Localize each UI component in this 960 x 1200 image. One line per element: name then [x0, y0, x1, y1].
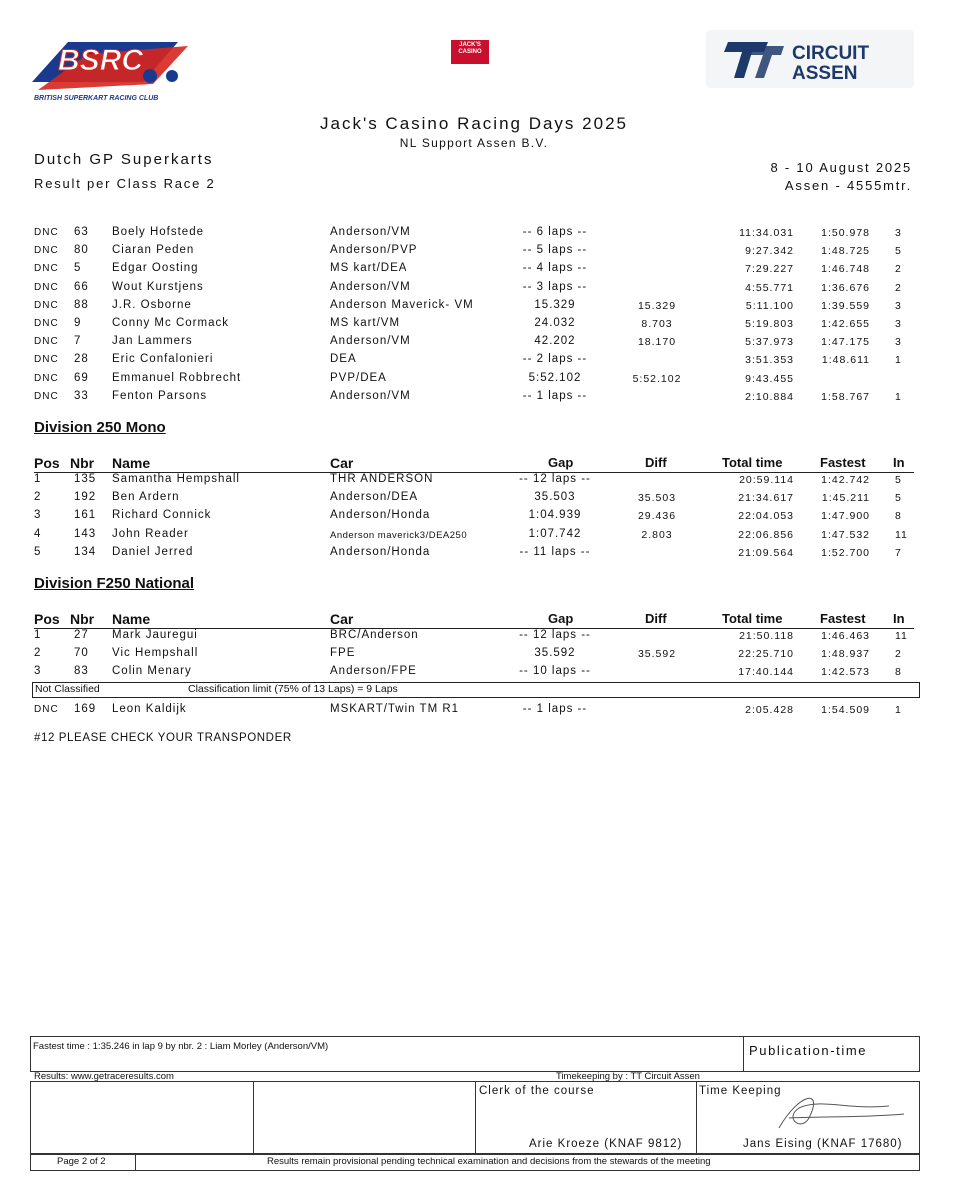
cell-gap: 35.503 — [534, 491, 576, 504]
table-row — [0, 629, 960, 647]
cell-gap: 35.592 — [534, 647, 576, 660]
cell-fastest: 1:54.509 — [821, 704, 870, 716]
cell-in: 2 — [895, 281, 902, 294]
cell-fastest: 1:42.742 — [821, 474, 870, 486]
cell-gap: 42.202 — [534, 335, 576, 348]
cell-fastest: 1:47.900 — [821, 510, 870, 523]
results-url: Results: www.getraceresults.com — [34, 1071, 174, 1082]
cell-name: Mark Jauregui — [112, 629, 198, 641]
cell-in: 3 — [895, 336, 902, 349]
column-header-row — [0, 611, 960, 629]
col-nbr: Nbr — [70, 611, 95, 627]
page-number: Page 2 of 2 — [57, 1156, 106, 1167]
cell-name: John Reader — [112, 527, 189, 540]
svg-text:CIRCUIT: CIRCUIT — [792, 43, 870, 64]
cell-in: 11 — [895, 528, 908, 541]
clerk-name: Arie Kroeze (KNAF 9812) — [529, 1138, 683, 1150]
cell-gap: 5:52.102 — [528, 371, 582, 384]
cell-diff: 8.703 — [641, 318, 673, 330]
cell-pos: DNC — [34, 281, 59, 293]
cell-in: 1 — [895, 390, 902, 403]
cell-car: Anderson maverick3/DEA250 — [330, 529, 468, 541]
divider — [743, 1037, 744, 1071]
cell-pos: 1 — [34, 629, 42, 641]
svg-text:BSRC: BSRC — [58, 44, 144, 77]
cell-car: THR ANDERSON — [330, 473, 434, 485]
cell-name: Colin Menary — [112, 665, 192, 678]
cell-in: 3 — [895, 318, 902, 330]
cell-nbr: 66 — [74, 280, 89, 293]
signature-box — [30, 1081, 920, 1155]
cell-car: Anderson/Honda — [330, 509, 431, 522]
fastest-time-box — [30, 1036, 920, 1072]
cell-car: Anderson/Honda — [330, 545, 431, 558]
col-pos: Pos — [34, 455, 60, 471]
cell-total: 4:55.771 — [745, 281, 794, 294]
bsrc-logo — [28, 32, 198, 104]
jacks-casino-logo: JACK'S CASINO — [451, 40, 489, 64]
cell-fastest: 1:58.767 — [821, 390, 870, 403]
cell-gap: 1:07.742 — [528, 527, 582, 540]
publication-time: Publication-time — [749, 1043, 868, 1058]
cell-total: 3:51.353 — [745, 354, 794, 367]
cell-pos: DNC — [34, 299, 59, 311]
col-total: Total time — [722, 611, 783, 626]
disclaimer: Results remain provisional pending technical examination and decisions from the stewards of the meeting — [267, 1156, 711, 1167]
cell-total: 20:59.114 — [739, 474, 794, 486]
cell-nbr: 28 — [74, 353, 89, 366]
cell-car: BRC/Anderson — [330, 629, 419, 641]
cell-pos: DNC — [34, 704, 59, 715]
cell-car: PVP/DEA — [330, 371, 387, 384]
cell-total: 9:27.342 — [745, 245, 794, 258]
cell-gap: -- 4 laps -- — [522, 262, 588, 275]
cell-nbr: 80 — [74, 244, 89, 257]
cell-in: 5 — [895, 474, 902, 486]
col-fastest: Fastest — [820, 611, 866, 626]
cell-nbr: 70 — [74, 647, 89, 660]
cell-pos: DNC — [34, 227, 59, 238]
table-row — [0, 473, 960, 491]
cell-total: 21:50.118 — [739, 630, 794, 642]
cell-total: 5:37.973 — [745, 336, 794, 349]
cell-pos: 2 — [34, 491, 42, 504]
col-pos: Pos — [34, 611, 60, 627]
cell-car: Anderson/VM — [330, 280, 411, 293]
cell-nbr: 161 — [74, 509, 97, 522]
col-in: In — [893, 455, 905, 470]
cell-total: 5:19.803 — [745, 318, 794, 330]
timekeeping-label: Time Keeping — [699, 1085, 782, 1097]
cell-diff: 18.170 — [637, 336, 677, 349]
table-row — [0, 353, 960, 371]
cell-nbr: 7 — [74, 335, 82, 348]
cell-car: FPE — [330, 647, 356, 660]
clerk-label: Clerk of the course — [479, 1085, 595, 1097]
event-dates: 8 - 10 August 2025 — [770, 160, 912, 175]
cell-fastest: 1:36.676 — [821, 281, 870, 294]
cell-pos: 3 — [34, 665, 42, 678]
cell-fastest: 1:52.700 — [821, 546, 870, 559]
table-row — [0, 226, 960, 244]
cell-total: 22:25.710 — [738, 648, 794, 661]
divider — [253, 1082, 254, 1154]
cell-pos: DNC — [34, 318, 59, 329]
col-gap: Gap — [548, 611, 574, 626]
cell-total: 22:06.856 — [738, 528, 794, 541]
cell-gap: 24.032 — [534, 317, 576, 329]
table-row — [0, 281, 960, 299]
cell-name: Emmanuel Robbrecht — [112, 371, 242, 384]
cell-pos: DNC — [34, 390, 59, 402]
cell-name: Edgar Oosting — [112, 262, 199, 275]
cell-name: Eric Confalonieri — [112, 353, 214, 366]
cell-total: 2:10.884 — [745, 390, 794, 403]
col-car: Car — [330, 455, 354, 471]
cell-nbr: 69 — [74, 371, 89, 384]
cell-nbr: 192 — [74, 491, 97, 504]
cell-diff: 15.329 — [637, 299, 677, 312]
cell-name: Wout Kurstjens — [112, 280, 204, 293]
cell-gap: -- 10 laps -- — [519, 665, 591, 678]
col-nbr: Nbr — [70, 455, 95, 471]
divider — [475, 1082, 476, 1154]
cell-name: Jan Lammers — [112, 335, 193, 348]
cell-in: 3 — [895, 227, 902, 239]
cell-nbr: 134 — [74, 545, 97, 558]
table-row — [0, 703, 960, 721]
svg-text:ASSEN: ASSEN — [792, 63, 858, 84]
table-row — [0, 335, 960, 353]
table-row — [0, 546, 960, 564]
cell-total: 22:04.053 — [738, 510, 794, 523]
cell-name: Leon Kaldijk — [112, 703, 187, 715]
cell-nbr: 33 — [74, 389, 89, 402]
cell-fastest: 1:47.175 — [821, 336, 870, 349]
timekeeping-by: Timekeeping by : TT Circuit Assen — [556, 1071, 700, 1082]
cell-gap: -- 11 laps -- — [519, 545, 591, 558]
cell-diff: 2.803 — [641, 528, 673, 541]
cell-gap: 1:04.939 — [528, 509, 582, 522]
cell-gap: -- 1 laps -- — [522, 389, 588, 402]
cell-car: DEA — [330, 353, 357, 366]
table-row — [0, 528, 960, 546]
not-classified-label: Not Classified — [35, 683, 100, 695]
division-title: Division F250 National — [34, 575, 195, 592]
cell-car: Anderson/DEA — [330, 491, 419, 504]
table-row — [0, 647, 960, 665]
table-row — [0, 491, 960, 509]
cell-name: J.R. Osborne — [112, 298, 192, 311]
result-subtitle: Result per Class Race 2 — [34, 176, 216, 191]
cell-gap: -- 2 laps -- — [522, 353, 588, 366]
divider — [696, 1082, 697, 1154]
col-total: Total time — [722, 455, 783, 470]
cell-gap: -- 6 laps -- — [522, 226, 588, 238]
classification-limit: Classification limit (75% of 13 Laps) = 9 Laps — [188, 683, 398, 695]
cell-in: 2 — [895, 648, 902, 661]
table-row — [0, 509, 960, 527]
cell-car: Anderson/VM — [330, 389, 411, 402]
event-title: Jack's Casino Racing Days 2025 — [320, 114, 628, 133]
cell-in: 8 — [895, 510, 902, 523]
cell-fastest: 1:50.978 — [821, 227, 870, 239]
timekeeper-signature — [739, 1088, 909, 1134]
col-name: Name — [112, 611, 151, 627]
table-row — [0, 372, 960, 390]
cell-fastest: 1:48.937 — [821, 648, 870, 661]
cell-car: MS kart/DEA — [330, 262, 408, 275]
cell-total: 5:11.100 — [745, 299, 794, 312]
cell-name: Vic Hempshall — [112, 647, 199, 660]
cell-gap: -- 5 laps -- — [522, 244, 588, 257]
cell-fastest: 1:42.573 — [821, 666, 870, 679]
cell-pos: 2 — [34, 647, 42, 660]
cell-in: 8 — [895, 666, 902, 679]
cell-in: 3 — [895, 299, 902, 312]
cell-diff: 29.436 — [637, 510, 677, 523]
cell-fastest: 1:39.559 — [821, 299, 870, 312]
cell-car: Anderson/VM — [330, 226, 411, 238]
cell-total: 11:34.031 — [739, 227, 794, 239]
cell-total: 21:09.564 — [738, 546, 794, 559]
cell-fastest: 1:48.611 — [821, 354, 870, 367]
cell-gap: -- 12 laps -- — [519, 473, 591, 485]
table-row — [0, 244, 960, 262]
fastest-time: Fastest time : 1:35.246 in lap 9 by nbr. 2 : Liam Morley (Anderson/VM) — [33, 1041, 329, 1052]
col-gap: Gap — [548, 455, 574, 470]
division-title: Division 250 Mono — [34, 419, 166, 436]
cell-pos: DNC — [34, 263, 59, 275]
cell-in: 7 — [895, 546, 902, 559]
cell-car: Anderson/PVP — [330, 244, 418, 257]
column-header-row — [0, 455, 960, 473]
table-row — [0, 665, 960, 683]
event-name: Dutch GP Superkarts — [34, 151, 214, 168]
cell-pos: 1 — [34, 473, 42, 485]
cell-in: 1 — [895, 704, 902, 716]
divider — [135, 1154, 136, 1170]
col-car: Car — [330, 611, 354, 627]
cell-pos: DNC — [34, 245, 59, 257]
table-row — [0, 299, 960, 317]
col-name: Name — [112, 455, 151, 471]
cell-fastest: 1:48.725 — [821, 245, 870, 258]
cell-gap: -- 1 laps -- — [522, 703, 588, 715]
cell-pos: 5 — [34, 545, 42, 558]
cell-diff: 35.592 — [637, 648, 677, 661]
cell-pos: 3 — [34, 509, 42, 522]
col-in: In — [893, 611, 905, 626]
cell-name: Richard Connick — [112, 509, 212, 522]
cell-in: 1 — [895, 354, 902, 367]
cell-gap: 15.329 — [534, 298, 576, 311]
cell-in: 5 — [895, 245, 902, 258]
cell-nbr: 169 — [74, 703, 97, 715]
cell-diff: 35.503 — [637, 492, 677, 505]
transponder-note: #12 PLEASE CHECK YOUR TRANSPONDER — [34, 732, 292, 744]
cell-pos: DNC — [34, 336, 59, 348]
page-footer — [30, 1153, 920, 1171]
tt-circuit-assen-logo — [706, 30, 914, 88]
cell-total: 7:29.227 — [745, 263, 794, 276]
cell-car: Anderson/FPE — [330, 665, 417, 678]
cell-total: 17:40.144 — [738, 666, 794, 679]
cell-in: 11 — [895, 630, 908, 642]
cell-total: 9:43.455 — [745, 372, 794, 385]
cell-fastest: 1:45.211 — [821, 492, 870, 505]
svg-text:BRITISH SUPERKART RACING CLUB: BRITISH SUPERKART RACING CLUB — [34, 95, 159, 102]
cell-fastest: 1:47.532 — [821, 528, 870, 541]
col-diff: Diff — [645, 455, 667, 470]
cell-name: Boely Hofstede — [112, 226, 204, 238]
col-diff: Diff — [645, 611, 667, 626]
cell-car: MSKART/Twin TM R1 — [330, 703, 460, 715]
not-classified-bar — [32, 682, 920, 698]
cell-fastest: 1:46.463 — [821, 630, 870, 642]
cell-nbr: 88 — [74, 298, 89, 311]
table-row — [0, 262, 960, 280]
cell-in: 5 — [895, 492, 902, 505]
cell-name: Samantha Hempshall — [112, 473, 240, 485]
cell-name: Ciaran Peden — [112, 244, 195, 257]
cell-gap: -- 3 laps -- — [522, 280, 588, 293]
table-row — [0, 390, 960, 408]
cell-name: Ben Ardern — [112, 491, 180, 504]
cell-pos: 4 — [34, 527, 42, 540]
timekeeper-name: Jans Eising (KNAF 17680) — [743, 1138, 903, 1150]
cell-diff: 5:52.102 — [632, 372, 682, 385]
cell-fastest: 1:46.748 — [821, 263, 870, 276]
cell-name: Conny Mc Cormack — [112, 317, 229, 329]
cell-nbr: 5 — [74, 262, 82, 275]
cell-name: Daniel Jerred — [112, 545, 194, 558]
cell-nbr: 63 — [74, 226, 89, 238]
cell-nbr: 9 — [74, 317, 82, 329]
cell-car: MS kart/VM — [330, 317, 401, 329]
cell-gap: -- 12 laps -- — [519, 629, 591, 641]
cell-total: 21:34.617 — [738, 492, 794, 505]
cell-pos: DNC — [34, 354, 59, 366]
cell-nbr: 143 — [74, 527, 97, 540]
cell-fastest: 1:42.655 — [821, 318, 870, 330]
cell-pos: DNC — [34, 372, 59, 384]
organizer: NL Support Assen B.V. — [399, 136, 549, 150]
cell-name: Fenton Parsons — [112, 389, 208, 402]
table-row — [0, 317, 960, 335]
cell-nbr: 27 — [74, 629, 89, 641]
cell-car: Anderson Maverick- VM — [330, 298, 474, 311]
cell-nbr: 135 — [74, 473, 97, 485]
cell-total: 2:05.428 — [745, 704, 794, 716]
cell-in: 2 — [895, 263, 902, 276]
cell-car: Anderson/VM — [330, 335, 411, 348]
venue: Assen - 4555mtr. — [784, 178, 912, 193]
cell-nbr: 83 — [74, 665, 89, 678]
col-fastest: Fastest — [820, 455, 866, 470]
